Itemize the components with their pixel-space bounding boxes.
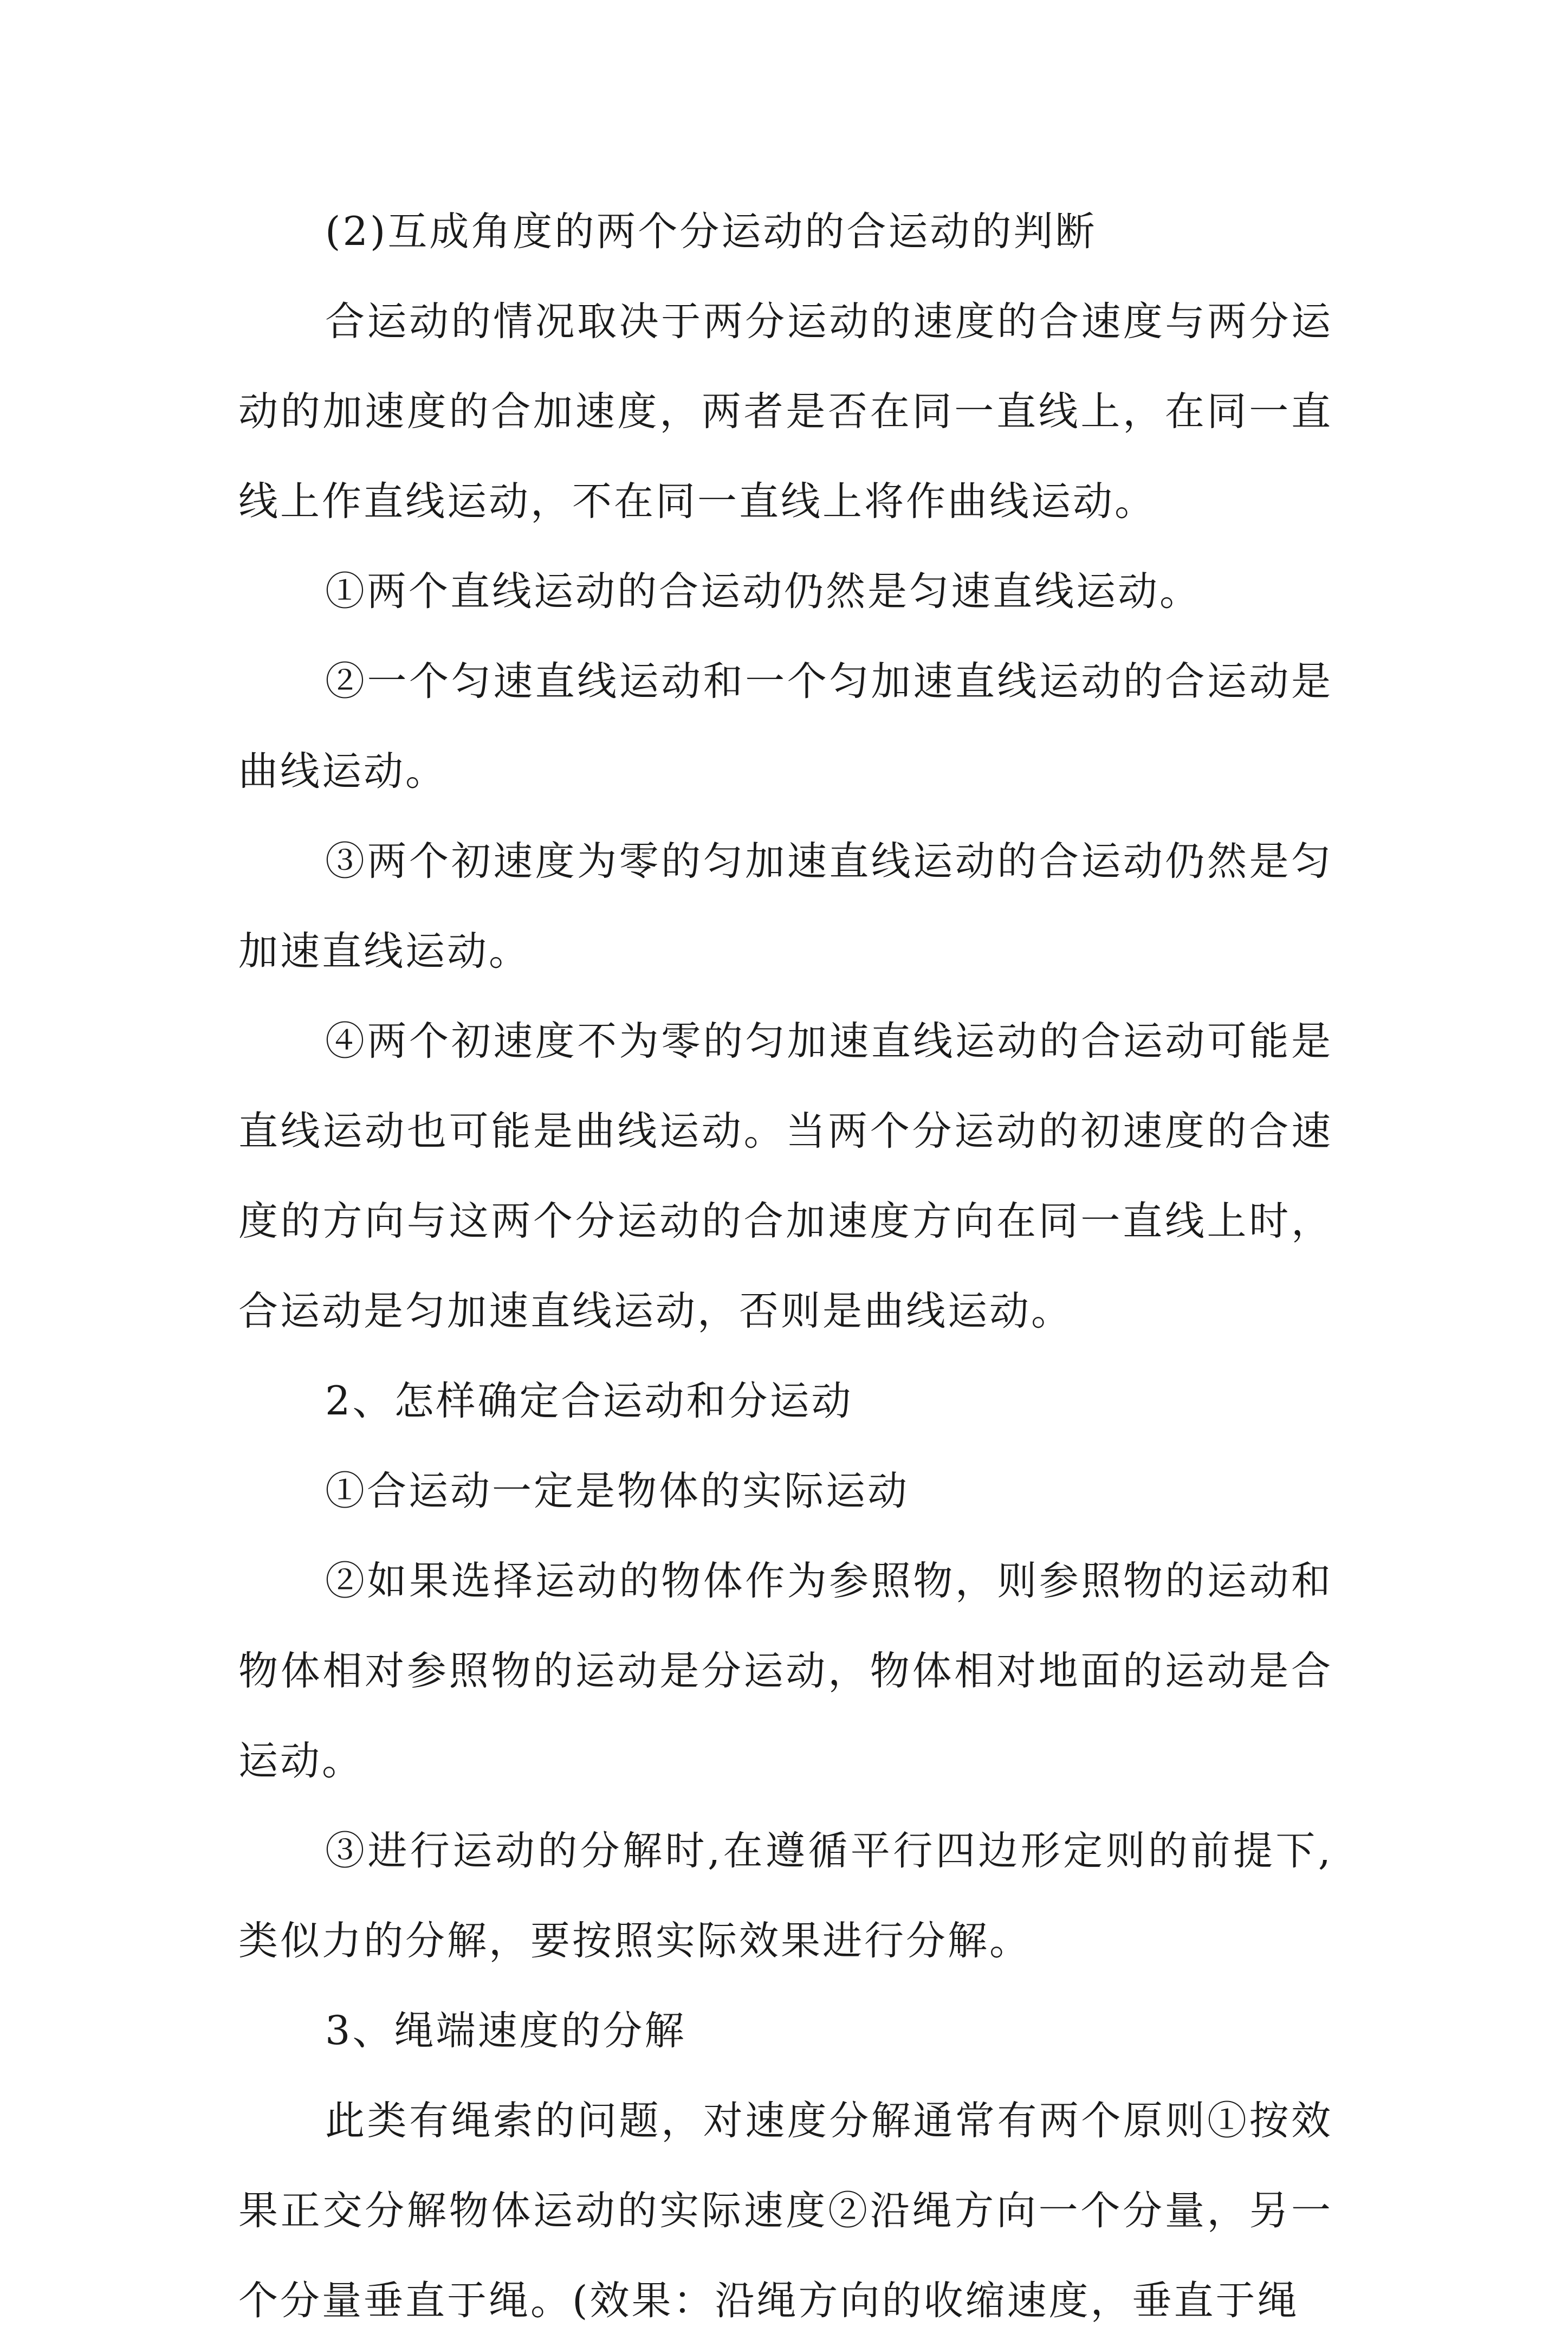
paragraph-item-2: ②一个匀速直线运动和一个匀加速直线运动的合运动是曲线运动。 bbox=[238, 658, 1333, 794]
section-heading-2: 2、怎样确定合运动和分运动 bbox=[325, 1378, 853, 1424]
section-heading-3: 3、绳端速度的分解 bbox=[325, 2008, 686, 2054]
paragraph-body: 合运动的情况取决于两分运动的速度的合速度与两分运动的加速度的合加速度，两者是否在同一直线上，在同一直线上作直线运动，不在同一直线上将作曲线运动。 bbox=[238, 299, 1333, 525]
paragraph-subheading-2: (2)互成角度的两个分运动的合运动的判断 bbox=[325, 209, 1097, 255]
paragraph-item-1: ①合运动一定是物体的实际运动 bbox=[325, 1468, 909, 1514]
paragraph-item-4: ④两个初速度不为零的匀加速直线运动的合运动可能是直线运动也可能是曲线运动。当两个分运动的初速度的合速度的方向与这两个分运动的合加速度方向在同一直线上时，合运动是匀加速直线运动，否则是曲线运动。 bbox=[238, 1018, 1333, 1334]
paragraph-item-1: ①两个直线运动的合运动仍然是匀速直线运动。 bbox=[325, 568, 1201, 615]
paragraph-item-3: ③进行运动的分解时,在遵循平行四边形定则的前提下,类似力的分解，要按照实际效果进行分解。 bbox=[238, 1828, 1333, 1964]
document-body bbox=[238, 187, 1333, 2346]
paragraph-body: 此类有绳索的问题，对速度分解通常有两个原则①按效果正交分解物体运动的实际速度②沿绳方向一个分量，另一个分量垂直于绳。(效果：沿绳方向的收缩速度，垂直于绳 bbox=[238, 2098, 1333, 2324]
paragraph-item-3: ③两个初速度为零的匀加速直线运动的合运动仍然是匀加速直线运动。 bbox=[238, 838, 1333, 974]
paragraph-item-2: ②如果选择运动的物体作为参照物，则参照物的运动和物体相对参照物的运动是分运动，物体相对地面的运动是合运动。 bbox=[238, 1558, 1333, 1784]
